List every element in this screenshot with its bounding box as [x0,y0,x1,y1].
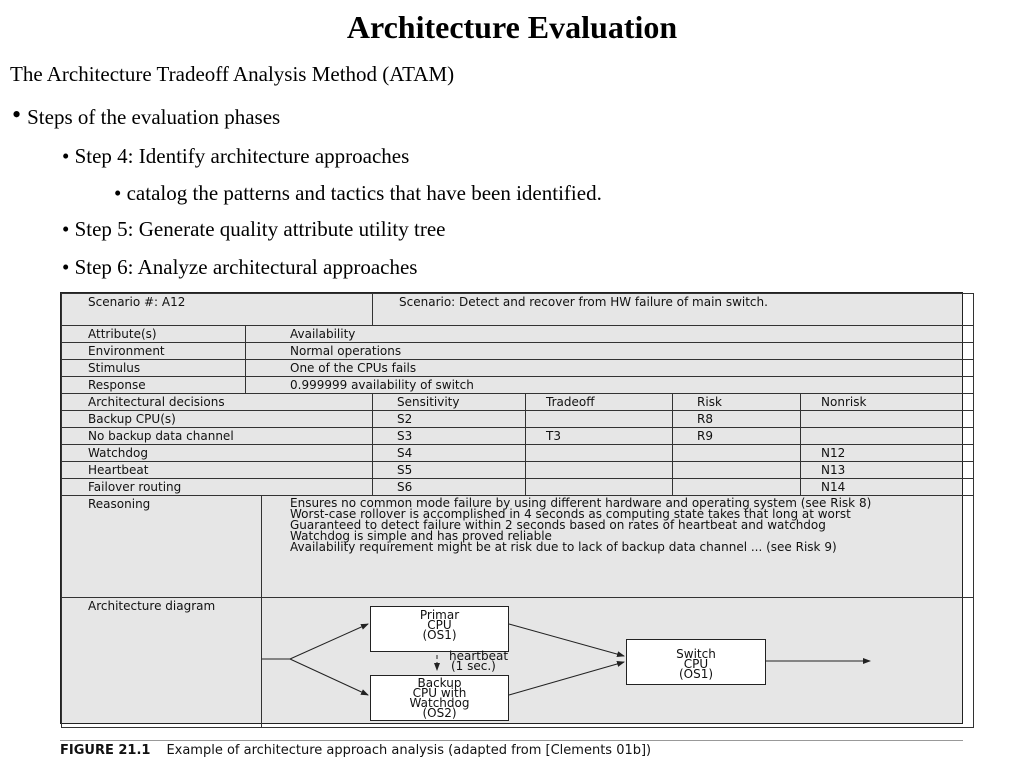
attribute-row [62,326,974,343]
bullet-step4: • Step 4: Identify architecture approaches [62,144,410,168]
decision-sensitivity: S2 [373,411,526,428]
diagram-row [62,598,974,728]
decision-name: Heartbeat [62,462,373,479]
decision-sensitivity: S6 [373,479,526,496]
decision-name: No backup data channel [62,428,373,445]
decision-tradeoff [526,445,673,462]
scenario-row [62,294,974,326]
decision-row [62,445,974,462]
decision-sensitivity: S3 [373,428,526,445]
reasoning-item: Guaranteed to detect failure within 2 seconds based on rates of heartbeat and watchdog [290,518,826,532]
decision-row [62,479,974,496]
decision-risk [673,462,801,479]
decision-sensitivity: S5 [373,462,526,479]
attribute-label: Stimulus [62,360,246,377]
decisions-header: Sensitivity [373,394,526,411]
scenario-id: Scenario #: A12 [62,294,373,326]
attribute-row [62,360,974,377]
decision-risk: R9 [673,428,801,445]
bullet-step6: • Step 6: Analyze architectural approaches [62,255,418,279]
diagram-arrows [262,598,963,723]
figure-table [60,292,963,724]
bullet-step5: • Step 5: Generate quality attribute utility tree [62,217,446,241]
decision-risk: R8 [673,411,801,428]
reasoning-item: Availability requirement might be at risk due to lack of backup data channel ... (see Risk 9) [290,540,837,554]
decisions-header: Risk [673,394,801,411]
decisions-header: Tradeoff [526,394,673,411]
reasoning-item: Watchdog is simple and has proved reliable [290,529,552,543]
switch-cpu-box: Switch CPU (OS1) [626,639,766,685]
decision-row [62,411,974,428]
decision-nonrisk: N14 [801,479,974,496]
attribute-label: Response [62,377,246,394]
decision-tradeoff [526,462,673,479]
diagram-cell [262,598,974,728]
heartbeat-label: heartbeat (1 sec.) [449,649,509,673]
decision-risk [673,445,801,462]
decisions-header: Nonrisk [801,394,974,411]
attribute-row [62,377,974,394]
reasoning-item: Worst-case rollover is accomplished in 4 seconds as computing state takes that long at worst [290,507,851,521]
attribute-value: 0.999999 availability of switch [246,377,974,394]
bullet-step4-detail: • catalog the patterns and tactics that have been identified. [114,181,602,205]
scenario-text: Scenario: Detect and recover from HW failure of main switch. [373,294,974,326]
slide-subtitle: The Architecture Tradeoff Analysis Method (ATAM) [10,62,455,86]
attribute-row [62,343,974,360]
decisions-header: Architectural decisions [62,394,373,411]
slide-title: Architecture Evaluation [346,9,678,45]
attribute-value: One of the CPUs fails [246,360,974,377]
attribute-value: Normal operations [246,343,974,360]
backup-cpu-box: Backup CPU with Watchdog (OS2) [370,675,509,721]
decision-tradeoff [526,479,673,496]
bullet-level1 [12,100,281,130]
reasoning-row [62,496,974,598]
decisions-header-row [62,394,974,411]
attribute-label: Environment [62,343,246,360]
decision-nonrisk [801,411,974,428]
decision-name: Backup CPU(s) [62,411,373,428]
decision-sensitivity: S4 [373,445,526,462]
bullet-dot: • [12,100,22,129]
decision-nonrisk: N12 [801,445,974,462]
decision-tradeoff [526,411,673,428]
attribute-value: Availability [246,326,974,343]
reasoning-item: Ensures no common mode failure by using different hardware and operating system (see Risk 8) [290,496,872,510]
bullet-text: Steps of the evaluation phases [27,105,281,129]
caption-text: Example of architecture approach analysis (adapted from [Clements 01b]) [166,743,652,758]
figure-caption [60,740,963,757]
diagram-label: Architecture diagram [62,598,262,728]
decision-row [62,462,974,479]
decision-name: Watchdog [62,445,373,462]
decision-name: Failover routing [62,479,373,496]
attribute-label: Attribute(s) [62,326,246,343]
reasoning-list [262,496,974,598]
decision-row [62,428,974,445]
decision-nonrisk: N13 [801,462,974,479]
decision-nonrisk [801,428,974,445]
primary-cpu-box: Primar CPU (OS1) [370,606,509,652]
decision-risk [673,479,801,496]
reasoning-label: Reasoning [62,496,262,598]
caption-number: FIGURE 21.1 [60,743,151,758]
decision-tradeoff: T3 [526,428,673,445]
